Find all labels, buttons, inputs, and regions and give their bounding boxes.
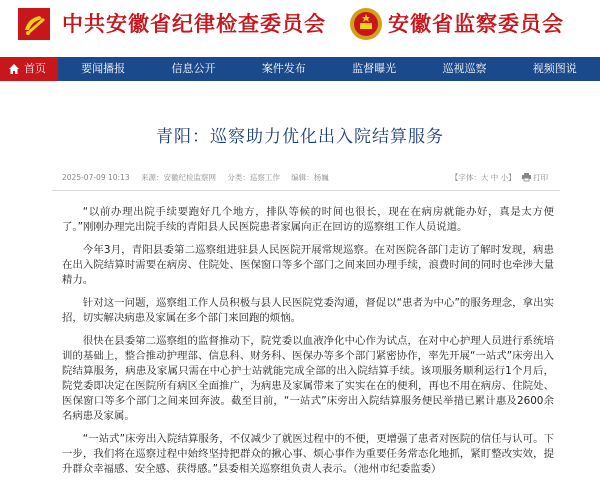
site-header — [0, 0, 600, 52]
article-editor: 编辑：杨巍 — [291, 173, 329, 182]
article-source: 来源：安徽纪检监察网 — [140, 173, 216, 182]
supervision-commission-name[interactable]: 安徽省监察委员会 — [388, 11, 564, 36]
nav-info-disclosure[interactable]: 信息公开 — [171, 62, 216, 75]
article-paragraph: “一站式”床旁出入院结算服务，不仅减少了就医过程中的不便，更增强了患者对医院的信任与认可。下一步，我们将在巡察过程中始终坚持把群众的揪心事、烦心事作为重要任务常态化地抓，紧盯整改实效，提升群众幸福感、安全感、获得感。”县委相关巡察组负责人表示。（池州市纪委监委） — [62, 433, 554, 475]
article-body — [62, 205, 554, 485]
nav-exposure[interactable]: 监督曝光 — [352, 62, 397, 75]
nav-home-label: 首页 — [24, 62, 46, 75]
article-meta — [62, 172, 552, 188]
print-icon[interactable] — [522, 173, 531, 181]
nav-video[interactable]: 视频图说 — [532, 62, 577, 75]
article-paragraph: 很快在县委第二巡察组的监督推动下，院党委以血液净化中心作为试点，在对中心护理人员进行系统培训的基础上，整合推动护理部、信息科、财务科、医保办等多个部门紧密协作，率先开展“一站式”床旁出入院结算服务，病患及家属只需在中心护士站就能完成全部的出入院结算手续。该项服务顺利运行1个月后，院党委即决定在医院所有病区全面推广，为病患及家属带来了实实在在的便利，再也不用在病房、住院处、医保窗口等多个部门之间来回奔波。截至目前，“一站式”床旁出入院结算服务便民举措已累计惠及2600余名病患及家属。 — [62, 335, 554, 422]
national-emblem-icon — [348, 6, 384, 42]
party-commission-name[interactable]: 中共安徽省纪律检查委员会 — [62, 11, 326, 36]
article-title: 青阳：巡察助力优化出入院结算服务 — [156, 127, 444, 147]
nav-home[interactable] — [0, 57, 58, 81]
party-emblem-icon — [16, 6, 52, 42]
main-nav — [0, 57, 600, 81]
article-paragraph: 今年3月，青阳县委第二巡察组进驻县人民医院开展常规巡察。在对医院各部门走访了解时发现，病患在出入院结算时需要在病房、住院处、医保窗口等多个部门之间来回办理手续，浪费时间的同时也牵涉大量精力。 — [62, 244, 554, 286]
article-tools — [451, 172, 552, 183]
article-category: 分类：巡察工作 — [227, 173, 280, 182]
print-link[interactable]: 打印 — [533, 173, 548, 182]
article-paragraph: 针对这一问题，巡察组工作人员积极与县人民医院党委沟通，督促以“患者为中心”的服务理念，拿出实招，切实解决病患及家属在多个部门来回跑的烦恼。 — [62, 297, 554, 324]
nav-case-release[interactable]: 案件发布 — [261, 62, 306, 75]
home-icon — [8, 63, 20, 75]
nav-news[interactable]: 要闻播报 — [81, 62, 126, 75]
article-paragraph: “以前办理出院手续要跑好几个地方，排队等候的时间也很长，现在在病房就能办好，真是太方便了。”刚刚办理完出院手续的青阳县人民医院患者家属向正在回访的巡察组工作人员说道。 — [62, 206, 554, 233]
font-size-switcher[interactable]: 【字体：大 中 小】 — [450, 173, 516, 182]
article-date: 2025-07-09 10:13 — [62, 173, 130, 182]
meta-divider — [52, 190, 560, 191]
nav-inspection[interactable]: 巡视巡察 — [442, 62, 487, 75]
